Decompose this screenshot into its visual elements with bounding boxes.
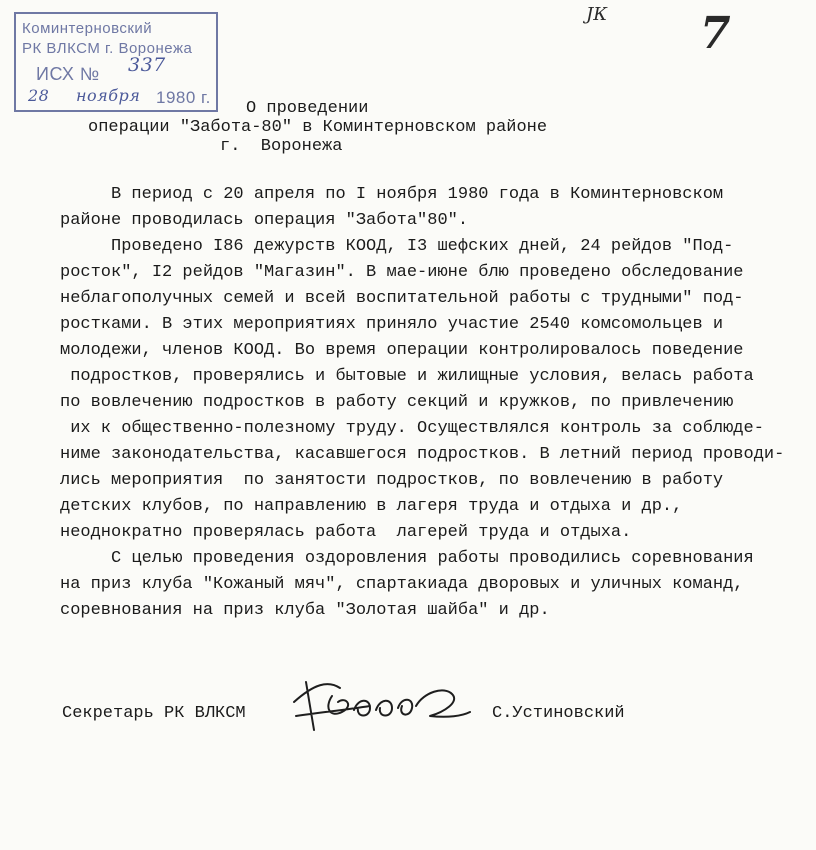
handwritten-page-number: 7: [700, 8, 731, 59]
stamp-day: 28: [28, 86, 50, 105]
signatory-position: Секретарь РК ВЛКСМ: [62, 704, 246, 723]
body-line: их к общественно-полезному труду. Осуществлялся контроль за соблюде-: [60, 419, 764, 438]
body-line: соревнования на приз клуба "Золотая шайба" и др.: [60, 601, 550, 620]
stamp-month: ноября: [76, 86, 141, 105]
body-line: неоднократно проверялась работа лагерей труда и отдыха.: [60, 523, 632, 542]
stamp-out-label: ИСХ №: [36, 64, 100, 84]
body-line: росток", I2 рейдов "Магазин". В мае-июне блю проведено обследование: [60, 263, 744, 282]
title-line-2: операции "Забота-80" в Коминтерновском районе: [88, 118, 548, 137]
title-line-3: г. Воронежа: [220, 137, 343, 156]
body-line: молодежи, членов КООД. Во время операции контролировалось поведение: [60, 341, 744, 360]
body-line: ниме законодательства, касавшегося подростков. В летний период проводи-: [60, 445, 785, 464]
handwritten-signature: [284, 672, 474, 736]
stamp-out-number: 337: [128, 54, 166, 76]
registration-stamp: [14, 12, 218, 112]
body-line: неблагополучных семей и всей воспитательной работы с трудными" под-: [60, 289, 744, 308]
stamp-organization: РК ВЛКСМ г. Воронежа: [22, 40, 193, 57]
body-line: детских клубов, по направлению в лагеря труда и отдыха и др.,: [60, 497, 683, 516]
body-line: подростков, проверялись и бытовые и жилищные условия, велась работа: [60, 367, 754, 386]
handwritten-initials: ЈК: [586, 4, 608, 25]
body-line: на приз клуба "Кожаный мяч", спартакиада дворовых и уличных команд,: [60, 575, 744, 594]
signatory-name: С.Устиновский: [492, 704, 625, 723]
stamp-office: Коминтерновский: [22, 20, 153, 37]
body-line: ростками. В этих мероприятиях приняло участие 2540 комсомольцев и: [60, 315, 724, 334]
stamp-year: 1980 г.: [156, 88, 211, 107]
body-line: лись мероприятия по занятости подростков, по вовлечению в работу: [60, 471, 724, 490]
body-text: [60, 182, 800, 624]
title-line-1: О проведении: [246, 99, 369, 118]
body-line: по вовлечению подростков в работу секций и кружков, по привлечению: [60, 393, 734, 412]
body-line: С целью проведения оздоровления работы проводились соревнования: [60, 549, 754, 568]
body-line: районе проводилась операция "Забота"80".: [60, 211, 469, 230]
body-line: В период с 20 апреля по I ноября 1980 года в Коминтерновском: [60, 185, 724, 204]
body-line: Проведено I86 дежурств КООД, I3 шефских дней, 24 рейдов "Под-: [60, 237, 734, 256]
